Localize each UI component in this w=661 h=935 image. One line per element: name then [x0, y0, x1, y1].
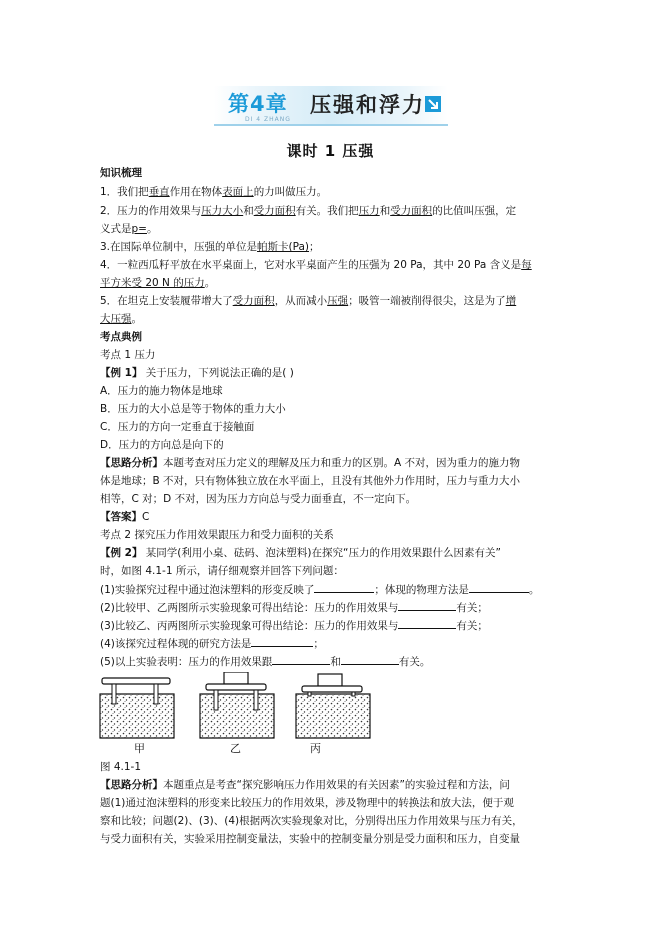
item-3	[100, 240, 320, 254]
sub-question-5	[100, 654, 430, 669]
text: 作用在物体	[169, 186, 223, 198]
example-2-analysis	[100, 778, 510, 792]
text: (5)以上实验表明：压力的作用效果跟	[100, 656, 273, 668]
option-d: D．压力的方向总是向下的	[100, 439, 224, 451]
answer-text: 受力面积	[232, 295, 275, 307]
chapter-number: 第4章	[228, 92, 288, 116]
answer-text: 压力大小	[201, 205, 244, 217]
analysis-line: 察和比较；问题(2)、(3)、(4)根据两次实验现象对比，分别得出压力作用效果与压力有关，	[100, 815, 523, 827]
text: 3.在国际单位制中，压强的单位是	[100, 241, 258, 253]
text: ；体现的物理方法是	[374, 584, 469, 596]
keypoint-1: 考点 1 压力	[100, 349, 156, 361]
fill-blank[interactable]	[398, 618, 456, 629]
text: (2)比较甲、乙两图所示实验现象可得出结论：压力的作用效果与	[100, 602, 399, 614]
fig-label-bing: 丙	[310, 742, 321, 755]
text: (1)实验探究过程中通过泡沫塑料的形变反映了	[100, 584, 315, 596]
answer-text: p=	[131, 223, 147, 235]
sub-question-3	[100, 618, 488, 633]
analysis-text: 本题考查对压力定义的理解及压力和重力的区别。A 不对，因为重力的施力物	[163, 457, 521, 469]
answer-text: 压强	[327, 295, 349, 307]
answer-text: 受力面积	[390, 205, 433, 217]
text: 4．一粒西瓜籽平放在水平桌面上，它对水平桌面产生的压强为 20 Pa，其中 20 Pa 含义是	[100, 259, 522, 271]
example-1-analysis	[100, 456, 520, 470]
analysis-line: 与受力面积有关，实验采用控制变量法，实验中的控制变量分别是受力面积和压力，自变量	[100, 833, 520, 845]
fill-blank[interactable]	[272, 654, 330, 665]
fig-label-yi: 乙	[230, 742, 241, 755]
text: 1．我们把	[100, 186, 149, 198]
analysis-line: 题(1)通过泡沫塑料的形变来比较压力的作用效果，涉及物理中的转换法和放大法，便于观	[100, 797, 514, 809]
chapter-subtitle: DI 4 ZHANG	[245, 116, 291, 123]
analysis-line: 体是地球；B 不对，只有物体独立放在水平面上，且没有其他外力作用时，压力与重力大小	[100, 475, 521, 487]
text: 有关；	[456, 620, 488, 632]
text: 。	[131, 313, 142, 325]
sub-question-1	[100, 582, 539, 597]
text: 2．压力的作用效果与	[100, 205, 202, 217]
text: ；吸管一端被削得很尖，这是为了	[348, 295, 506, 307]
text: 和	[330, 656, 341, 668]
fill-blank[interactable]	[251, 636, 313, 647]
answer-text: 受力面积	[253, 205, 296, 217]
sub-question-4	[100, 636, 324, 651]
fig-label-jia: 甲	[134, 742, 145, 755]
item-4-cont	[100, 276, 215, 290]
section-heading-examples: 考点典例	[100, 331, 142, 343]
keypoint-2: 考点 2 探究压力作用效果跟压力和受力面积的关系	[100, 529, 334, 541]
text: 和	[243, 205, 254, 217]
sub-question-2	[100, 600, 488, 615]
answer-text: 垂直	[148, 186, 170, 198]
setup-jia	[100, 678, 174, 738]
setup-bing	[296, 674, 370, 738]
answer-text: 增	[505, 295, 517, 307]
fill-blank[interactable]	[341, 654, 399, 665]
lesson-title: 课时 1 压强	[286, 142, 375, 160]
question-text: 关于压力，下列说法正确的是( )	[142, 367, 294, 379]
example-2-question	[100, 546, 501, 560]
text: 义式是	[100, 223, 132, 235]
answer-text: 平方米受 20 N 的压力	[100, 277, 205, 289]
answer-value: C	[142, 511, 150, 523]
question-line: 时，如图 4.1-1 所示，请仔细观察并回答下列问题：	[100, 565, 344, 577]
text: 有关。我们把	[295, 205, 359, 217]
option-b: B．压力的大小总是等于物体的重力大小	[100, 403, 286, 415]
text: ；	[313, 638, 324, 650]
answer-text: 大压强	[100, 313, 132, 325]
analysis-text: 本题重点是考查“探究影响压力作用效果的有关因素”的实验过程和方法，问	[163, 779, 510, 791]
item-2	[100, 204, 516, 218]
analysis-tag: 【思路分析】	[100, 457, 163, 469]
text: 。	[146, 223, 158, 235]
example-1-question	[100, 366, 294, 380]
analysis-line: 相等，C 对；D 不对，因为压力方向总与受力面垂直，不一定向下。	[100, 493, 417, 505]
answer-text: 压力	[358, 205, 380, 217]
example-1-answer	[100, 510, 149, 524]
answer-text: 每	[521, 259, 532, 271]
setup-yi	[200, 672, 274, 738]
item-1	[100, 185, 327, 199]
fill-blank[interactable]	[469, 582, 529, 593]
text: 。	[528, 584, 540, 596]
answer-text: 帕斯卡(Pa)	[257, 241, 310, 253]
item-4	[100, 258, 532, 272]
question-text: 某同学(利用小桌、砝码、泡沫塑料)在探究“压力的作用效果跟什么因素有关”	[142, 547, 501, 559]
answer-tag: 【答案】	[100, 511, 142, 523]
fill-blank[interactable]	[314, 582, 374, 593]
option-a: A．压力的施力物体是地球	[100, 385, 223, 397]
option-c: C．压力的方向一定垂直于接触面	[100, 421, 255, 433]
section-heading-knowledge: 知识梳理	[100, 167, 142, 179]
chapter-title: 压强和浮力	[310, 93, 425, 117]
text: (3)比较乙、丙两图所示实验现象可得出结论：压力的作用效果与	[100, 620, 399, 632]
text: 和	[379, 205, 391, 217]
item-2-cont	[100, 222, 157, 236]
answer-text: 表面上	[222, 186, 254, 198]
text: 的比值叫压强，定	[432, 205, 517, 217]
experiment-figure	[98, 672, 388, 740]
example-tag: 【例 2】	[100, 547, 143, 559]
text: 的力叫做压力。	[253, 186, 328, 198]
fill-blank[interactable]	[398, 600, 456, 611]
text: ；	[309, 241, 320, 253]
text: 。	[204, 277, 216, 289]
text: 有关；	[456, 602, 488, 614]
figure-caption: 图 4.1-1	[100, 761, 142, 773]
text: 有关。	[398, 656, 431, 668]
item-5	[100, 294, 516, 308]
example-tag: 【例 1】	[100, 367, 143, 379]
text: (4)该探究过程体现的研究方法是	[100, 638, 252, 650]
item-5-cont	[100, 312, 142, 326]
text: 5．在坦克上安装履带增大了	[100, 295, 233, 307]
arrow-icon	[425, 96, 441, 112]
analysis-tag: 【思路分析】	[100, 779, 163, 791]
text: ，从而减小	[274, 295, 328, 307]
